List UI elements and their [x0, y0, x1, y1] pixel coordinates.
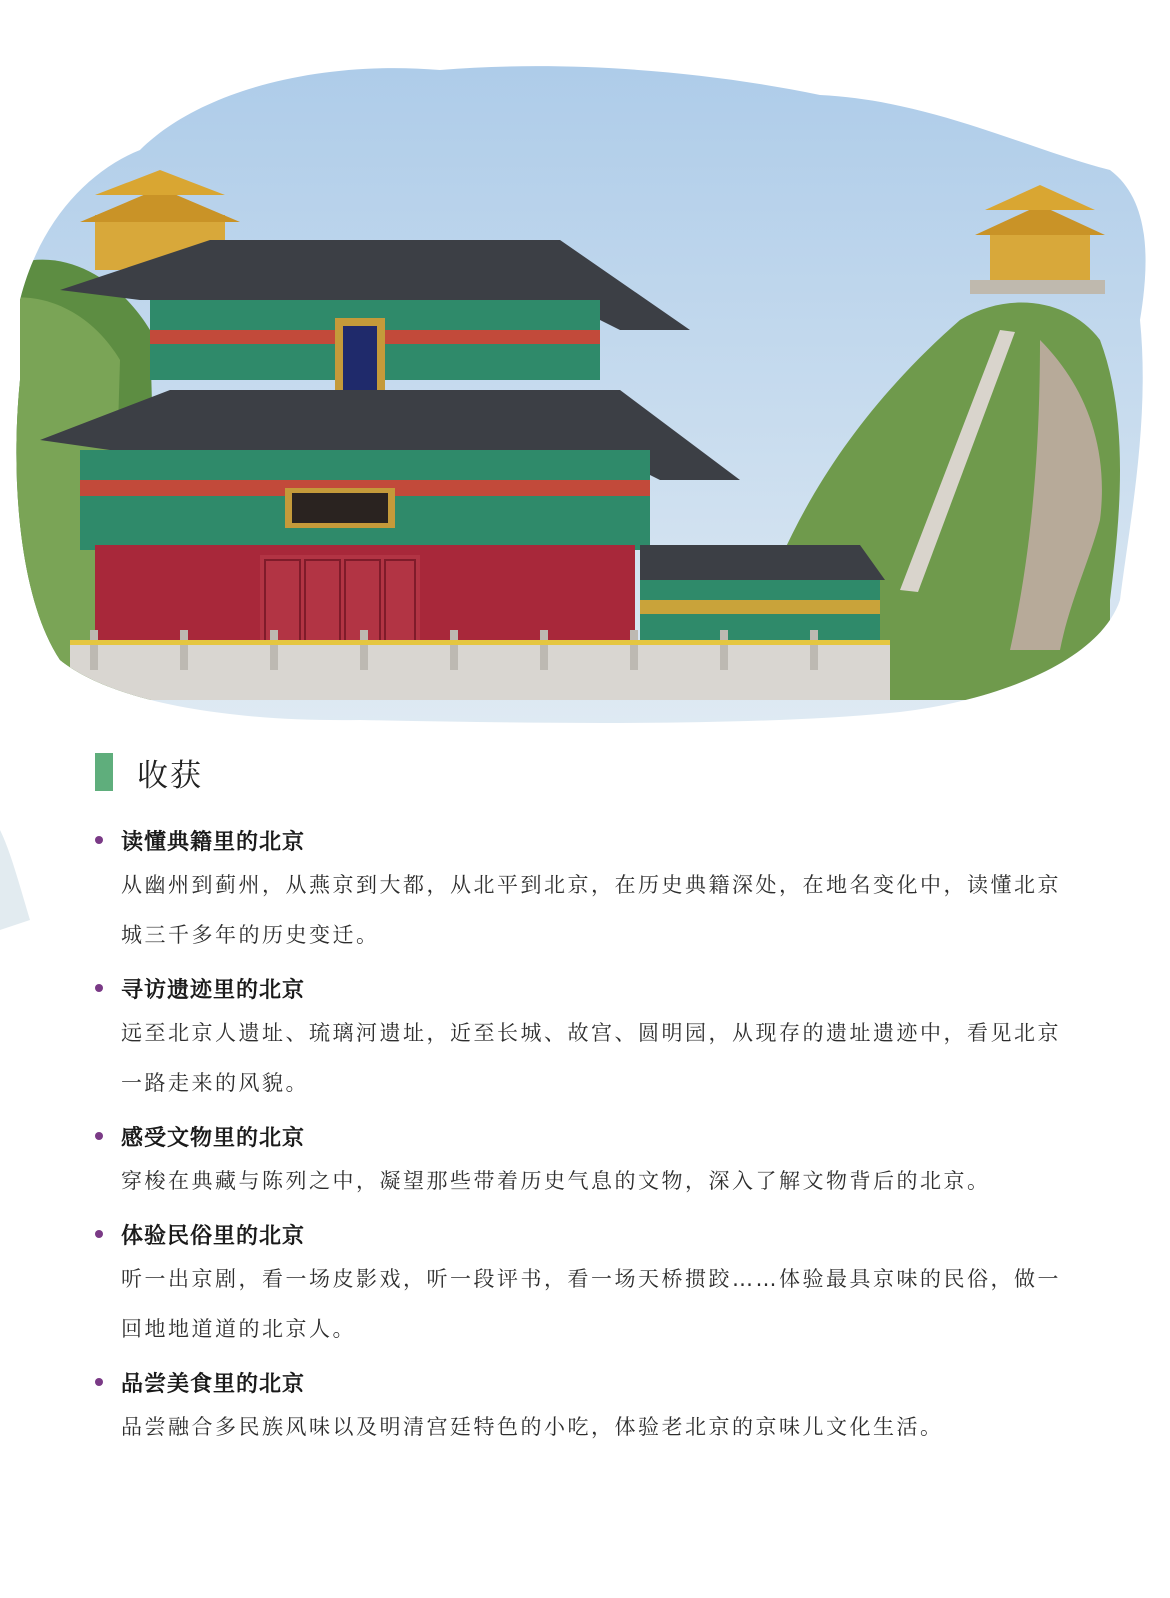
- list-item-title: 读懂典籍里的北京: [121, 829, 306, 855]
- list-item-header: [95, 968, 1095, 1008]
- list-item-body: 远至北京人遗址、琉璃河遗址，近至长城、故宫、圆明园，从现存的遗址遗迹中，看见北京一路走来的风貌。: [121, 1021, 1061, 1095]
- list-item: [95, 1116, 1095, 1206]
- list-item-header: [95, 1116, 1095, 1156]
- bullet-icon: [95, 1378, 103, 1386]
- list-item-body: 穿梭在典藏与陈列之中，凝望那些带着历史气息的文物，深入了解文物背后的北京。: [121, 1169, 991, 1193]
- list-item-title: 体验民俗里的北京: [121, 1223, 306, 1249]
- bullet-icon: [95, 1230, 103, 1238]
- list-item: [95, 968, 1095, 1108]
- section-header: [95, 752, 203, 792]
- list-item-title: 感受文物里的北京: [121, 1125, 306, 1151]
- list-item-header: [95, 1214, 1095, 1254]
- list-item-body: 品尝融合多民族风味以及明清宫廷特色的小吃，体验老北京的京味儿文化生活。: [121, 1415, 944, 1439]
- bullet-icon: [95, 836, 103, 844]
- list-item: [95, 1214, 1095, 1354]
- list-item-body: 听一出京剧，看一场皮影戏，听一段评书，看一场天桥掼跤……体验最具京味的民俗，做一回地地道道的北京人。: [121, 1267, 1061, 1341]
- gains-list: [95, 820, 1095, 1460]
- list-item: [95, 820, 1095, 960]
- list-item: [95, 1362, 1095, 1452]
- list-item-header: [95, 820, 1095, 860]
- list-item-title: 品尝美食里的北京: [121, 1371, 306, 1397]
- list-item-header: [95, 1362, 1095, 1402]
- bullet-icon: [95, 1132, 103, 1140]
- decorative-splash: [0, 820, 40, 930]
- list-item-title: 寻访遗迹里的北京: [121, 977, 306, 1003]
- section-accent-bar: [95, 753, 113, 791]
- section-title: 收获: [137, 757, 203, 794]
- temple-hero-image: [0, 0, 1170, 730]
- bullet-icon: [95, 984, 103, 992]
- list-item-body: 从幽州到蓟州，从燕京到大都，从北平到北京，在历史典籍深处，在地名变化中，读懂北京城三千多年的历史变迁。: [121, 873, 1061, 947]
